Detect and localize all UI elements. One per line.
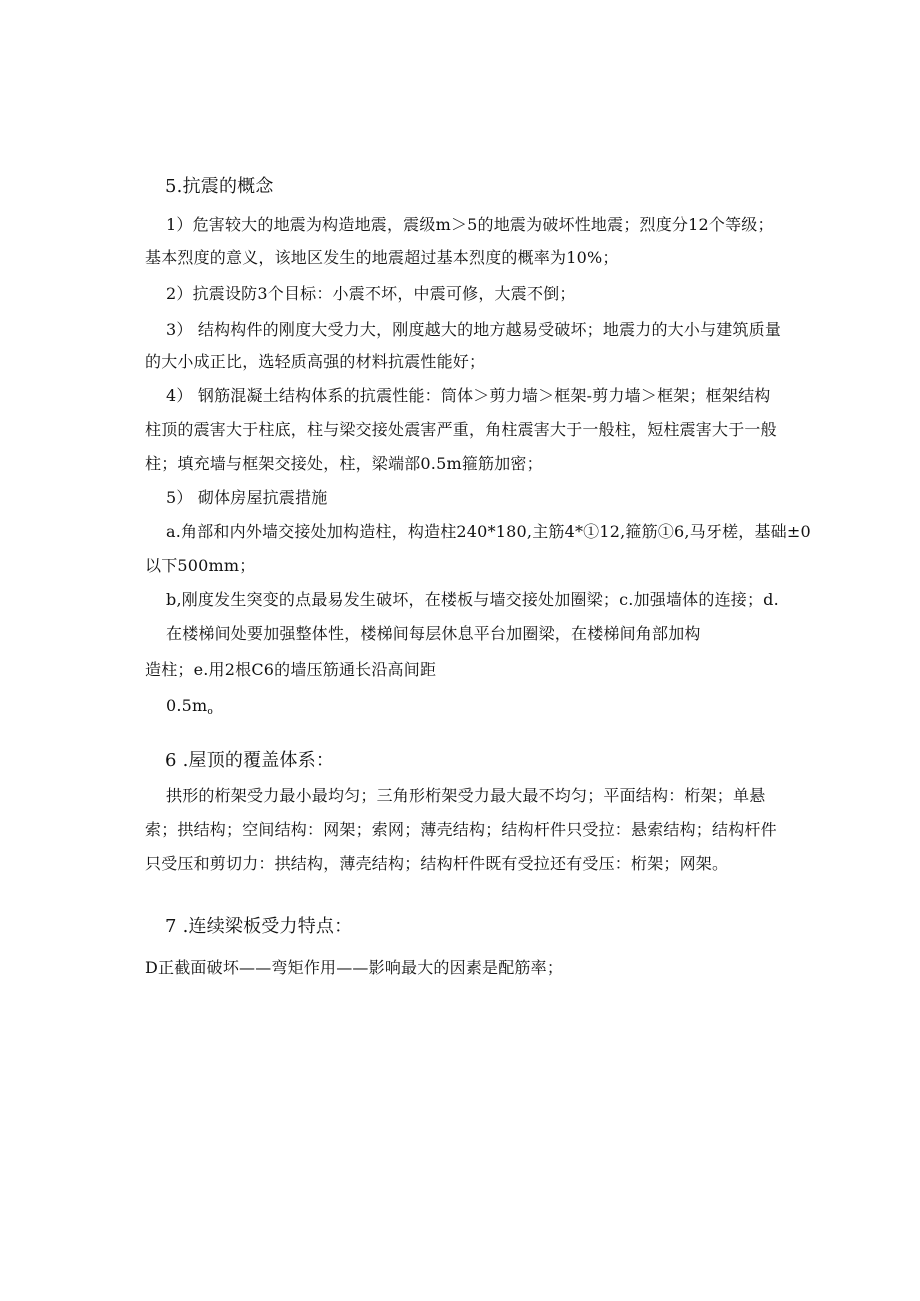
section-6-line: 拱形的桁架受力最小最均匀；三角形桁架受力最大最不均匀；平面结构：桁架；单悬 [166,786,766,805]
section-5-line: 在楼梯间处要加强整体性，楼梯间每层休息平台加圈梁，在楼梯间角部加构 [166,624,701,643]
section-6-line: 索；拱结构；空间结构：网架；索网；薄壳结构；结构杆件只受拉：悬索结构；结构杆件 [145,820,777,839]
section-5-heading: 5.抗震的概念 [165,176,274,197]
section-5-line: a.角部和内外墙交接处加构造柱，构造柱240*180,主筋4*①12,箍筋①6,马牙槎，基础±0 [166,522,811,541]
section-5-line: 4） 钢筋混凝土结构体系的抗震性能：筒体＞剪力墙＞框架-剪力墙＞框架；框架结构 [166,386,771,405]
section-6-line: 只受压和剪切力：拱结构，薄壳结构；结构杆件既有受拉还有受压：桁架；网架。 [145,854,729,873]
section-6-heading: 6 .屋顶的覆盖体系： [165,750,335,771]
section-5-line: 柱；填充墙与框架交接处，柱，梁端部0.5m箍筋加密； [145,454,543,473]
section-5-line: 柱顶的震害大于柱底，柱与梁交接处震害严重，角柱震害大于一般柱，短柱震害大于一般 [145,420,777,439]
section-5-line: 5） 砌体房屋抗震措施 [166,488,328,507]
section-5-line: 的大小成正比，选轻质高强的材料抗震性能好； [145,352,486,371]
section-5-line: 造柱；e.用2根C6的墙压筋通长沿高间距 [145,660,437,679]
section-5-line: b,刚度发生突变的点最易发生破坏，在楼板与墙交接处加圈梁；c.加强墙体的连接；d. [166,590,779,609]
section-5-suffix: o [207,707,214,717]
section-7-line: D正截面破坏——弯矩作用——影响最大的因素是配筋率； [145,958,564,977]
section-5-line: 3） 结构构件的刚度大受力大，刚度越大的地方越易受破坏；地震力的大小与建筑质量 [166,320,782,339]
section-5-line: 基本烈度的意义，该地区发生的地震超过基本烈度的概率为10%； [145,248,619,267]
section-5-line: 1）危害较大的地震为构造地震，震级m＞5的地震为破坏性地震；烈度分12个等级； [166,215,774,234]
section-5-line: 以下500mm； [145,556,256,575]
section-5-last-line [166,696,213,722]
section-7-heading: 7 .连续梁板受力特点： [165,916,353,937]
section-5-line: 2）抗震设防3个目标：小震不坏，中震可修，大震不倒； [166,284,576,303]
section-5-line: 0.5m [166,696,208,715]
